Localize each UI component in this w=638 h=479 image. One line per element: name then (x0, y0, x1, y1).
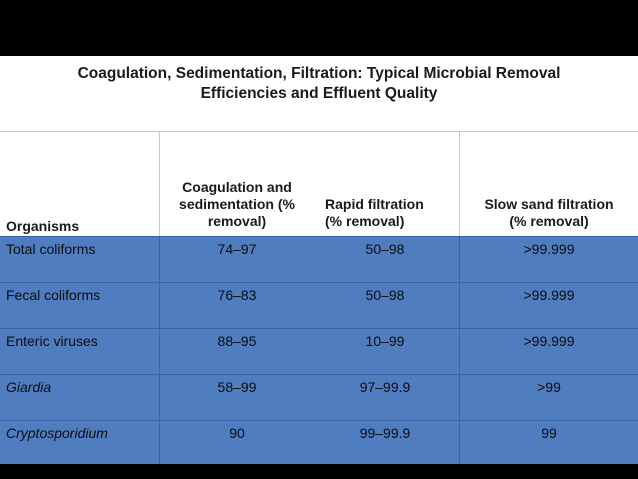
column-header-coagulation: Coagulation and sedimentation (% removal) (179, 179, 295, 229)
content-panel (0, 56, 638, 464)
cell-coagulation: 58–99 (217, 379, 257, 395)
header-top-divider (0, 131, 638, 132)
cell-slow-sand-filtration: >99.999 (523, 287, 575, 303)
column-header-rapid-filtration: Rapid filtration (% removal) (325, 196, 424, 229)
table-row (0, 282, 638, 328)
cell-slow-sand-filtration: 99 (541, 425, 557, 441)
cell-rapid-filtration: 97–99.9 (359, 379, 411, 395)
cell-rapid-filtration: 50–98 (365, 287, 405, 303)
cell-coagulation: 74–97 (217, 241, 257, 257)
cell-slow-sand-filtration: >99 (537, 379, 561, 395)
cell-organism: Fecal coliforms (6, 287, 101, 303)
cell-organism: Cryptosporidium (6, 425, 108, 441)
cell-organism: Total coliforms (6, 241, 96, 257)
slide-title (0, 64, 638, 104)
slide-title-line-2: Efficiencies and Effluent Quality (200, 85, 438, 102)
table-row (0, 420, 638, 464)
cell-coagulation: 90 (229, 425, 245, 441)
table-row (0, 374, 638, 420)
column-header-organisms: Organisms (6, 218, 80, 234)
cell-rapid-filtration: 10–99 (365, 333, 405, 349)
cell-coagulation: 88–95 (217, 333, 257, 349)
cell-slow-sand-filtration: >99.999 (523, 333, 575, 349)
cell-slow-sand-filtration: >99.999 (523, 241, 575, 257)
table-body (0, 236, 638, 464)
table-row (0, 328, 638, 374)
cell-rapid-filtration: 50–98 (365, 241, 405, 257)
table-row (0, 236, 638, 282)
cell-organism: Enteric viruses (6, 333, 98, 349)
slide-title-line-1: Coagulation, Sedimentation, Filtration: Typical Microbial Removal (77, 65, 561, 82)
column-header-slow-sand-filtration: Slow sand filtration (% removal) (484, 196, 614, 229)
cell-coagulation: 76–83 (217, 287, 257, 303)
cell-rapid-filtration: 99–99.9 (359, 425, 411, 441)
cell-organism: Giardia (6, 379, 52, 395)
